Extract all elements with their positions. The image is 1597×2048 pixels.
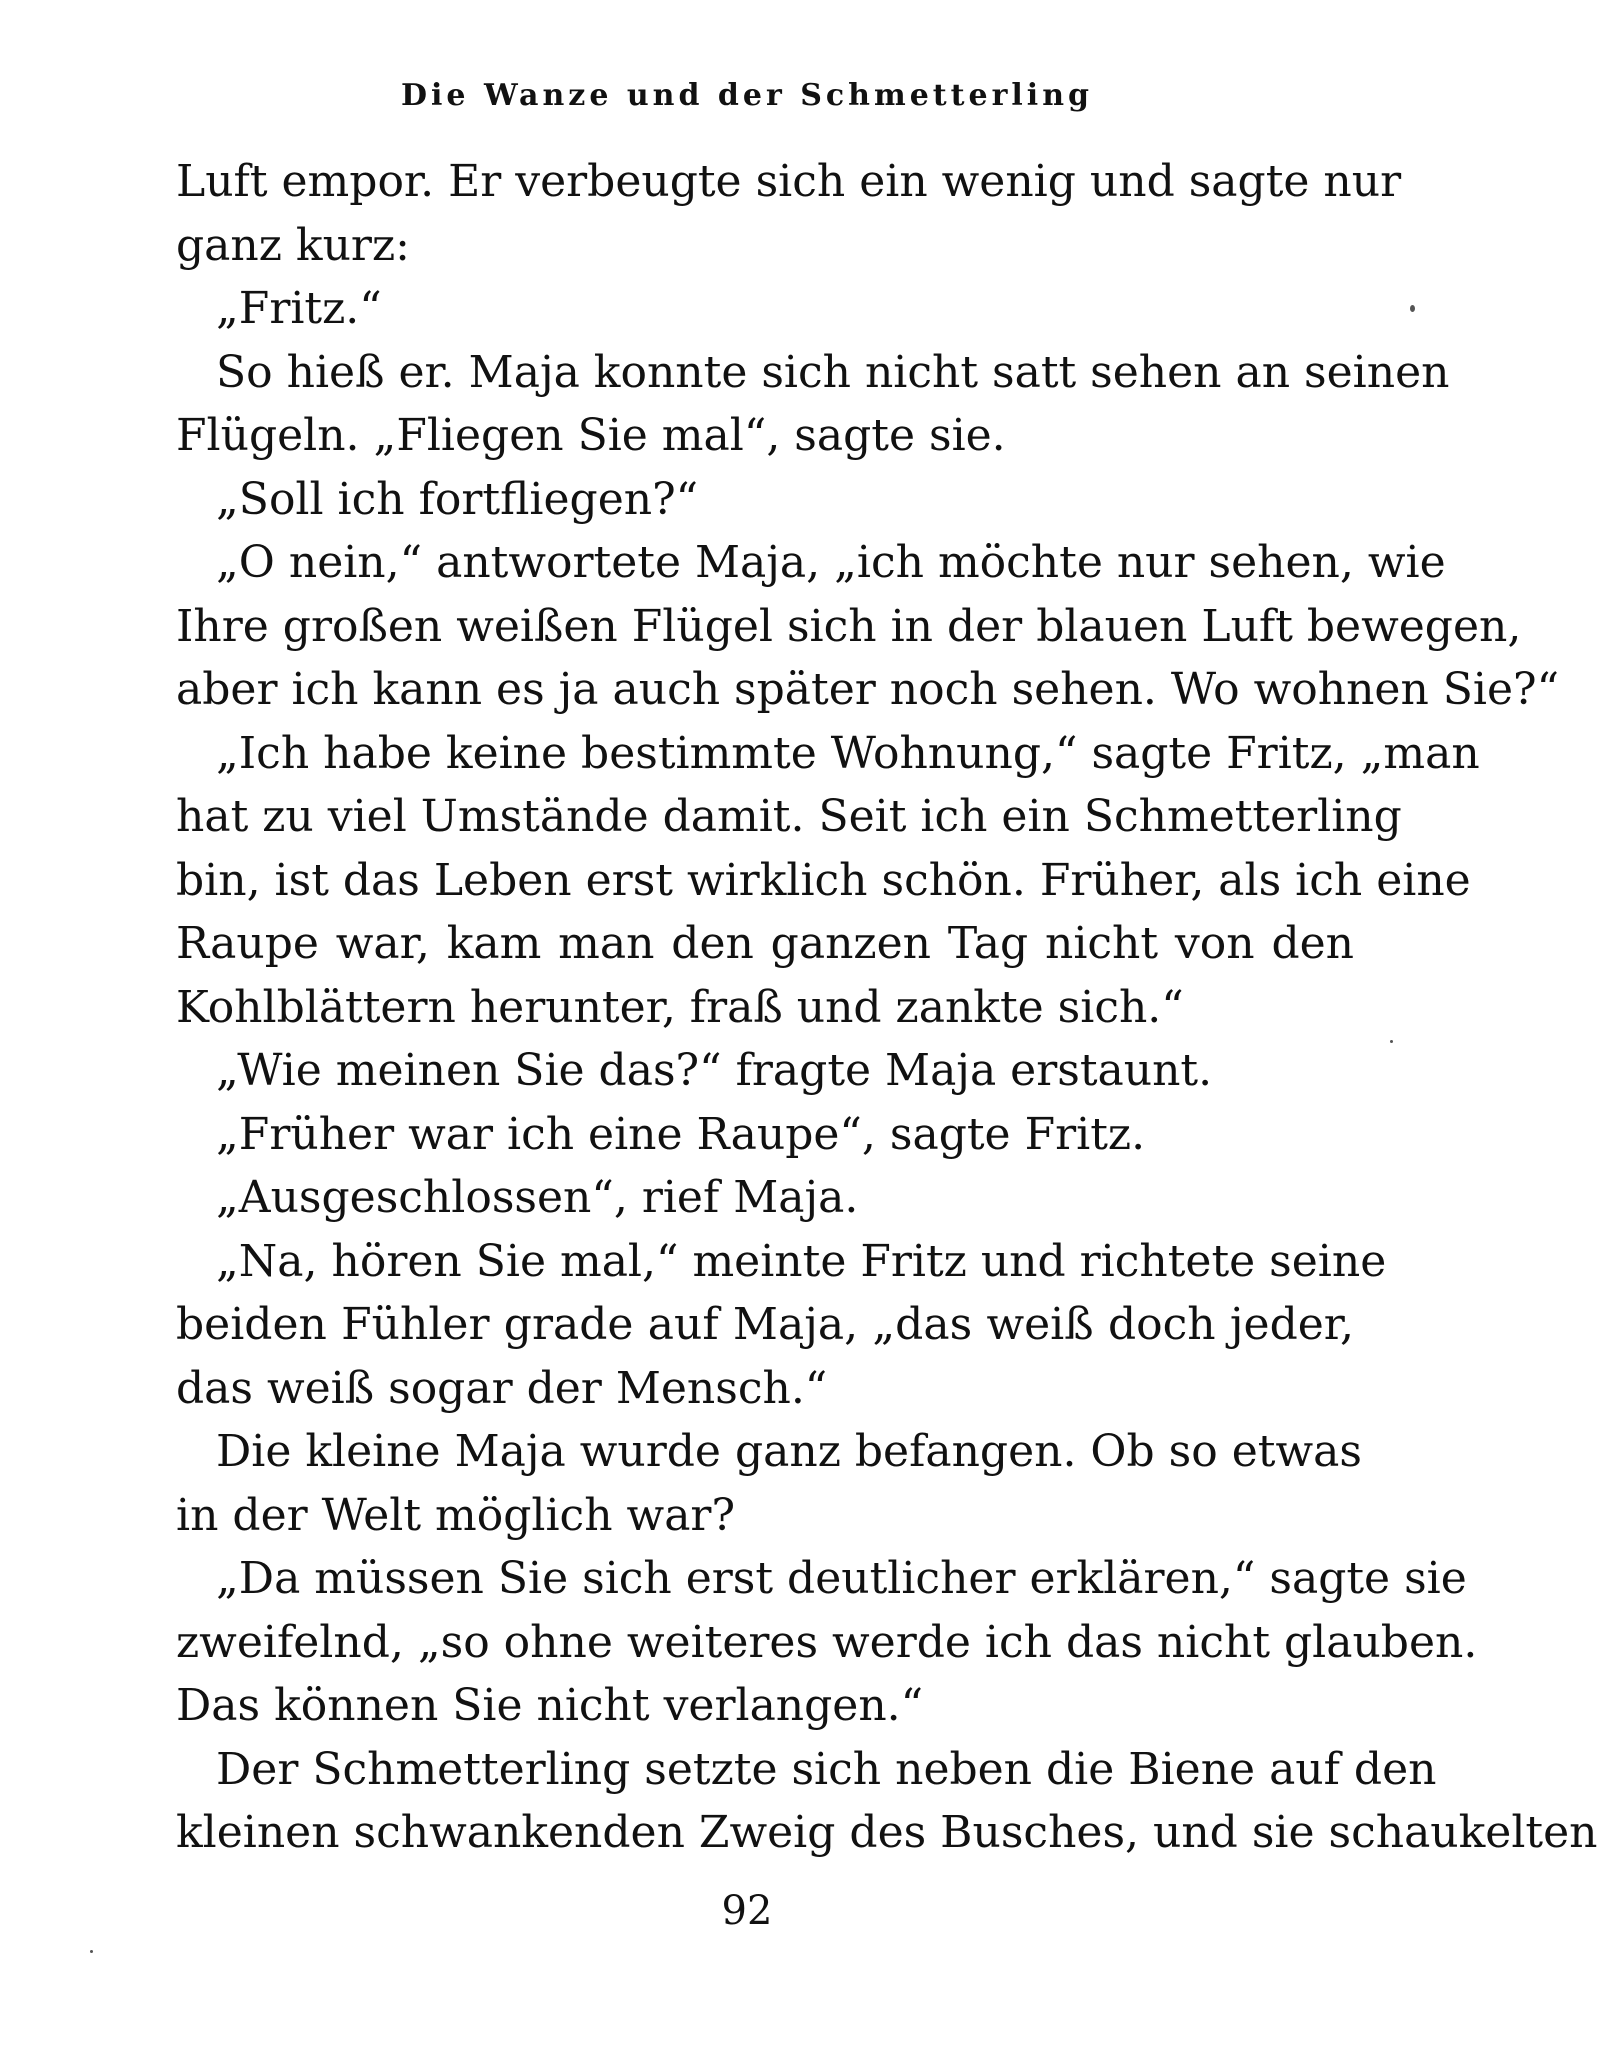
text-line: ganz kurz: xyxy=(176,219,410,271)
running-head: Die Wanze und der Schmetterling xyxy=(401,78,1093,113)
text-line: „Ausgeschlossen“, rief Maja. xyxy=(216,1172,859,1223)
text-line: „Ich habe keine bestimmte Wohnung,“ sagte Fritz, „man xyxy=(216,727,1480,779)
text-line: kleinen schwankenden Zweig des Busches, und sie schaukelten xyxy=(176,1807,1597,1858)
text-line: bin, ist das Leben erst wirklich schön. Früher, als ich eine xyxy=(176,854,1471,906)
paper-speck xyxy=(1410,305,1415,312)
paper-speck xyxy=(1390,1040,1393,1043)
text-line: beiden Fühler grade auf Maja, „das weiß doch jeder, xyxy=(176,1299,1354,1350)
paper-speck xyxy=(90,1950,93,1953)
text-line: „Na, hören Sie mal,“ meinte Fritz und richtete seine xyxy=(216,1235,1387,1287)
text-line: Raupe war, kam man den ganzen Tag nicht von den xyxy=(176,918,1354,969)
text-line: „Soll ich fortfliegen?“ xyxy=(216,473,699,525)
text-line: „Früher war ich eine Raupe“, sagte Fritz. xyxy=(216,1108,1146,1160)
text-line: So hieß er. Maja konnte sich nicht satt sehen an seinen xyxy=(216,346,1450,398)
page-number: 92 xyxy=(721,1888,773,1934)
body-text xyxy=(176,150,1597,1865)
text-line: „Fritz.“ xyxy=(216,283,382,334)
text-line: in der Welt möglich war? xyxy=(176,1489,736,1541)
text-line: Flügeln. „Fliegen Sie mal“, sagte sie. xyxy=(176,410,1006,461)
text-line: das weiß sogar der Mensch.“ xyxy=(176,1362,828,1414)
text-line: Die kleine Maja wurde ganz befangen. Ob so etwas xyxy=(216,1426,1362,1477)
text-line: „O nein,“ antwortete Maja, „ich möchte nur sehen, wie xyxy=(216,537,1446,588)
text-line: zweifelnd, „so ohne weiteres werde ich das nicht glauben. xyxy=(176,1616,1478,1668)
text-line: aber ich kann es ja auch später noch sehen. Wo wohnen Sie?“ xyxy=(176,664,1560,715)
text-line: Ihre großen weißen Flügel sich in der blauen Luft bewegen, xyxy=(176,600,1522,652)
text-line: Das können Sie nicht verlangen.“ xyxy=(176,1680,924,1731)
text-line: Der Schmetterling setzte sich neben die Biene auf den xyxy=(216,1743,1437,1795)
text-line: „Wie meinen Sie das?“ fragte Maja erstaunt. xyxy=(216,1045,1213,1096)
text-line: Kohlblättern herunter, fraß und zankte sich.“ xyxy=(176,981,1184,1033)
text-line: Luft empor. Er verbeugte sich ein wenig und sagte nur xyxy=(176,156,1402,207)
text-line: „Da müssen Sie sich erst deutlicher erklären,“ sagte sie xyxy=(216,1553,1467,1604)
text-line: hat zu viel Umstände damit. Seit ich ein Schmetterling xyxy=(176,791,1402,842)
